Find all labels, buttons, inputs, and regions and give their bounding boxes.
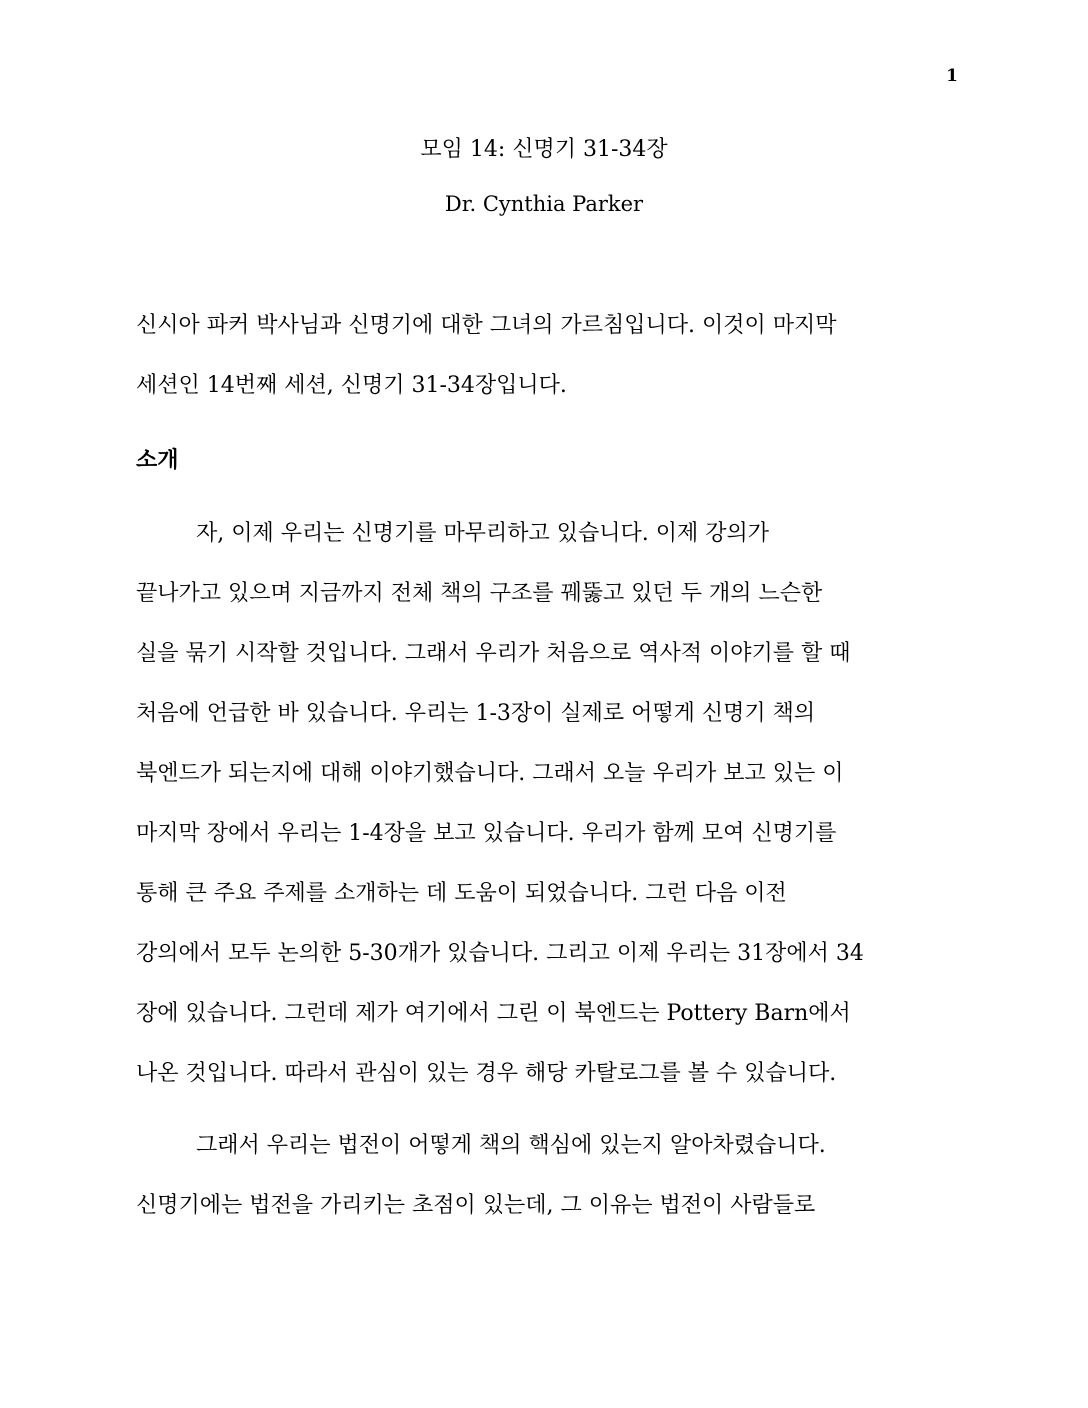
paragraph-line: 신명기에는 법전을 가리키는 초점이 있는데, 그 이유는 법전이 사람들로 <box>136 1193 816 1218</box>
paragraph-line: 끝나가고 있으며 지금까지 전체 책의 구조를 꿰뚫고 있던 두 개의 느슨한 <box>136 581 823 606</box>
paragraph-line: 강의에서 모두 논의한 5-30개가 있습니다. 그리고 이제 우리는 31장에서 34 <box>136 941 864 966</box>
paragraph-line: 마지막 장에서 우리는 1-4장을 보고 있습니다. 우리가 함께 모여 신명기를 <box>136 821 837 846</box>
document-title: 모임 14: 신명기 31-34장 <box>420 137 668 162</box>
section-heading: 소개 <box>136 448 179 473</box>
page-number: 1 <box>946 66 958 86</box>
paragraph-line: 처음에 언급한 바 있습니다. 우리는 1-3장이 실제로 어떻게 신명기 책의 <box>136 701 816 726</box>
intro-line: 세션인 14번째 세션, 신명기 31-34장입니다. <box>136 373 567 398</box>
paragraph-line: 나온 것입니다. 따라서 관심이 있는 경우 해당 카탈로그를 볼 수 있습니다. <box>136 1061 837 1086</box>
paragraph-line: 통해 큰 주요 주제를 소개하는 데 도움이 되었습니다. 그런 다음 이전 <box>136 881 787 906</box>
paragraph-line: 장에 있습니다. 그런데 제가 여기에서 그린 이 북엔드는 Pottery Barn에서 <box>136 1001 851 1026</box>
intro-line: 신시아 파커 박사님과 신명기에 대한 그녀의 가르침입니다. 이것이 마지막 <box>136 313 837 338</box>
paragraph-line: 그래서 우리는 법전이 어떻게 책의 핵심에 있는지 알아차렸습니다. <box>196 1133 826 1158</box>
paragraph-line: 북엔드가 되는지에 대해 이야기했습니다. 그래서 오늘 우리가 보고 있는 이 <box>136 761 844 786</box>
paragraph-line: 자, 이제 우리는 신명기를 마무리하고 있습니다. 이제 강의가 <box>196 521 769 546</box>
paragraph-line: 실을 묶기 시작할 것입니다. 그래서 우리가 처음으로 역사적 이야기를 할 때 <box>136 641 851 666</box>
author-name: Dr. Cynthia Parker <box>444 192 644 216</box>
